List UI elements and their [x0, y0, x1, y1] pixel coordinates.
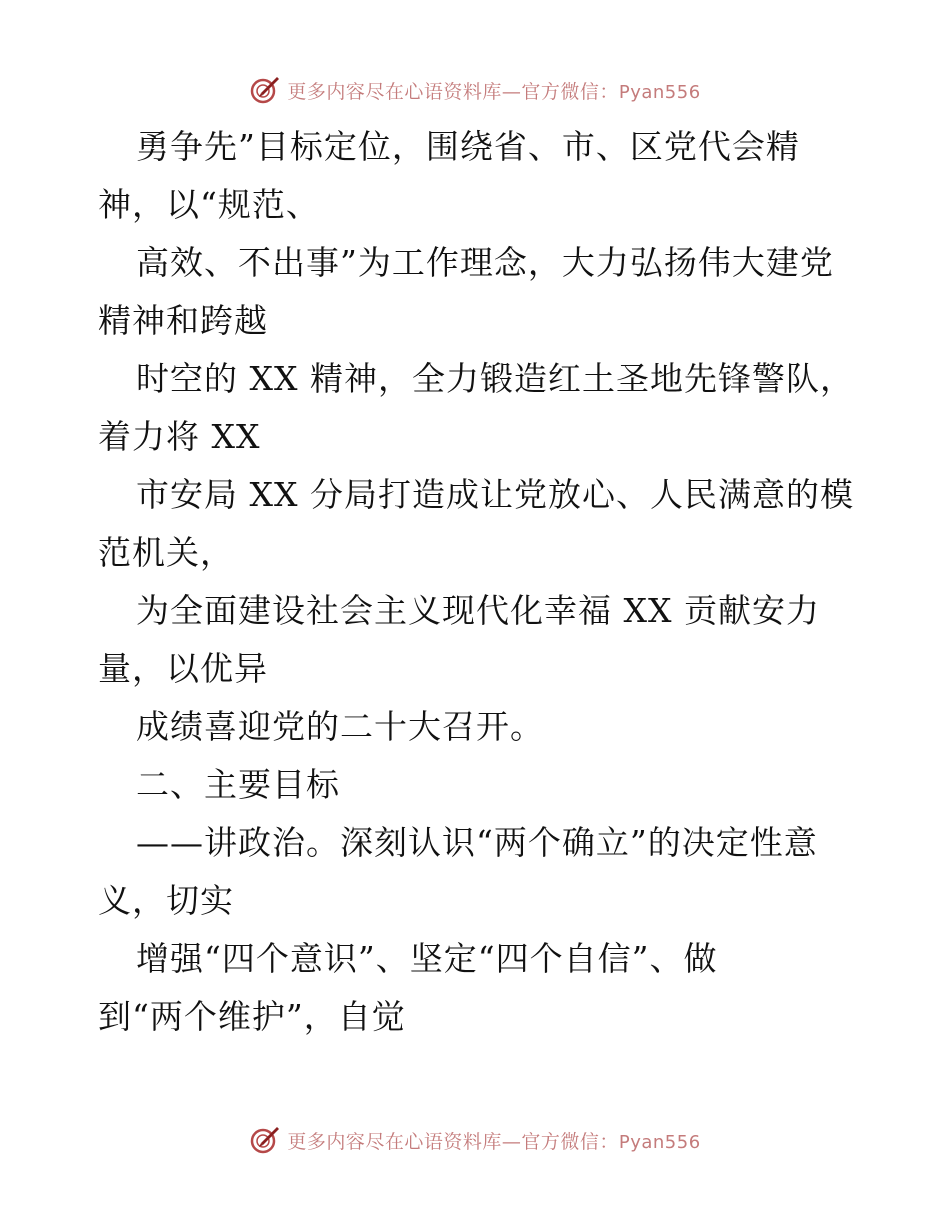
text-line: 增强“四个意识”、坚定“四个自信”、做 — [136, 939, 718, 978]
watermark-text — [287, 77, 700, 104]
text-line: 量，以优异 — [98, 649, 268, 688]
text-line: 勇争先”目标定位，围绕省、市、区党代会精 — [136, 127, 800, 166]
wechat-id: Pyan556 — [618, 81, 701, 103]
pen-logo-icon — [249, 74, 281, 106]
text-line: 到“两个维护”，自觉 — [98, 997, 406, 1036]
watermark-label: 更多内容尽在心语资料库—官方微信： — [287, 1130, 619, 1153]
watermark-label: 更多内容尽在心语资料库—官方微信： — [287, 80, 619, 103]
text-line: 成绩喜迎党的二十大召开。 — [136, 707, 544, 746]
document-body — [98, 118, 868, 1046]
text-line: 二、主要目标 — [136, 765, 340, 804]
text-line: 精神和跨越 — [98, 301, 268, 340]
watermark-text — [287, 1127, 700, 1154]
text-line: 神，以“规范、 — [98, 185, 320, 224]
header-watermark — [0, 70, 950, 110]
pen-logo-icon — [249, 1124, 281, 1156]
text-line: 义，切实 — [98, 881, 234, 920]
text-line: 为全面建设社会主义现代化幸福 XX 贡献安力 — [136, 591, 820, 630]
text-line: 时空的 XX 精神，全力锻造红土圣地先锋警队， — [136, 359, 854, 398]
text-line: 市安局 XX 分局打造成让党放心、人民满意的模 — [136, 475, 854, 514]
text-line: 范机关， — [98, 533, 234, 572]
wechat-id: Pyan556 — [618, 1131, 701, 1153]
text-line: 着力将 XX — [98, 417, 261, 456]
text-line: 高效、不出事”为工作理念，大力弘扬伟大建党 — [136, 243, 834, 282]
footer-watermark — [0, 1120, 950, 1160]
text-line: ——讲政治。深刻认识“两个确立”的决定性意 — [136, 823, 818, 862]
